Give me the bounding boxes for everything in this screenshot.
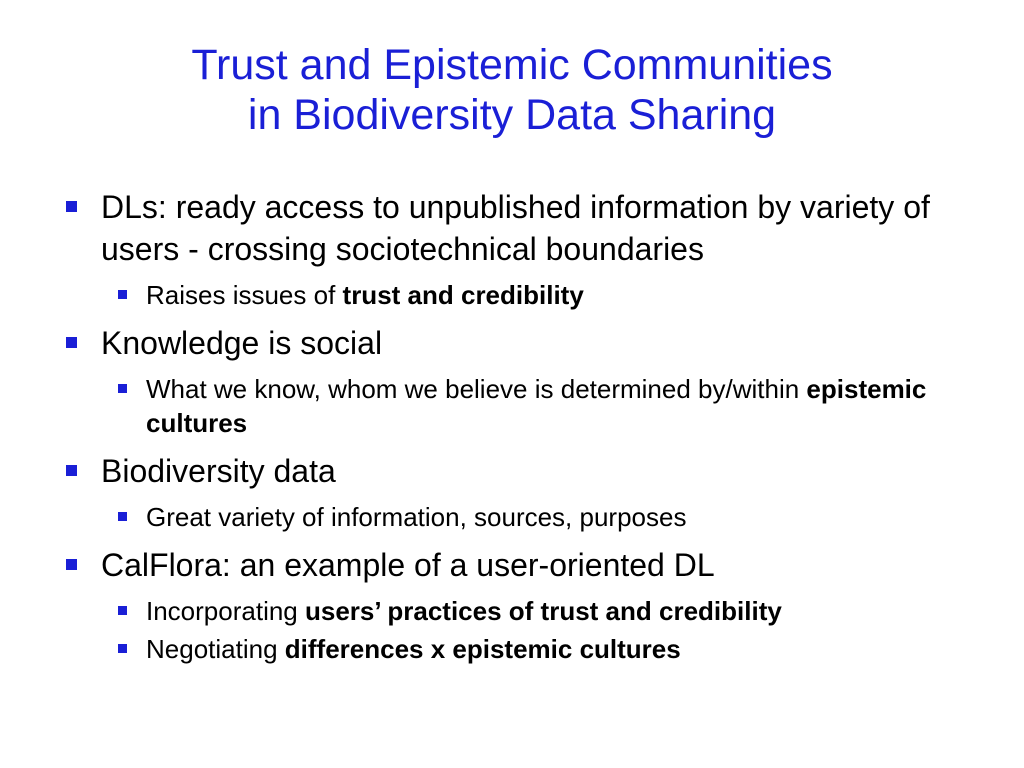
bullet-item-knowledge: [66, 322, 986, 364]
sub-bullet-item: [66, 500, 986, 534]
bullet-text: DLs: ready access to unpublished information by variety of users - crossing sociotechnical boundaries: [101, 189, 930, 267]
sub-bullet-text: Incorporating: [146, 596, 305, 626]
slide-title: [0, 40, 1024, 140]
square-bullet-icon: [118, 384, 127, 393]
bullet-list: [66, 186, 986, 666]
square-bullet-icon: [118, 512, 127, 521]
square-bullet-icon: [118, 290, 127, 299]
sub-bullet-item: [66, 372, 986, 440]
bullet-item-dls: [66, 186, 986, 270]
sub-bullet-emphasis: differences x epistemic cultures: [284, 634, 681, 664]
sub-bullet-item: [66, 594, 986, 628]
bullet-item-calflora: [66, 544, 986, 586]
square-bullet-icon: [118, 644, 127, 653]
sub-bullet-text: Negotiating: [146, 634, 285, 664]
square-bullet-icon: [66, 465, 77, 476]
sub-bullet-text: Raises issues of: [146, 280, 343, 310]
bullet-text: Knowledge is social: [101, 325, 383, 361]
slide-title-line-2: in Biodiversity Data Sharing: [247, 91, 777, 139]
bullet-text: CalFlora: an example of a user-oriented DL: [101, 547, 715, 583]
sub-bullet-emphasis: users’ practices of trust and credibility: [304, 596, 782, 626]
sub-bullet-emphasis: epistemic cultures: [146, 374, 927, 438]
sub-bullet-item: [66, 278, 986, 312]
sub-bullet-text: What we know, whom we believe is determined by/within: [146, 374, 807, 404]
square-bullet-icon: [66, 337, 77, 348]
sub-bullet-item: [66, 632, 986, 666]
slide-title-line-1: Trust and Epistemic Communities: [191, 41, 833, 89]
square-bullet-icon: [66, 201, 77, 212]
bullet-item-biodiversity: [66, 450, 986, 492]
sub-bullet-emphasis: trust and credibility: [342, 280, 584, 310]
sub-bullet-text: Great variety of information, sources, purposes: [146, 502, 687, 532]
square-bullet-icon: [66, 559, 77, 570]
bullet-text: Biodiversity data: [101, 453, 336, 489]
square-bullet-icon: [118, 606, 127, 615]
